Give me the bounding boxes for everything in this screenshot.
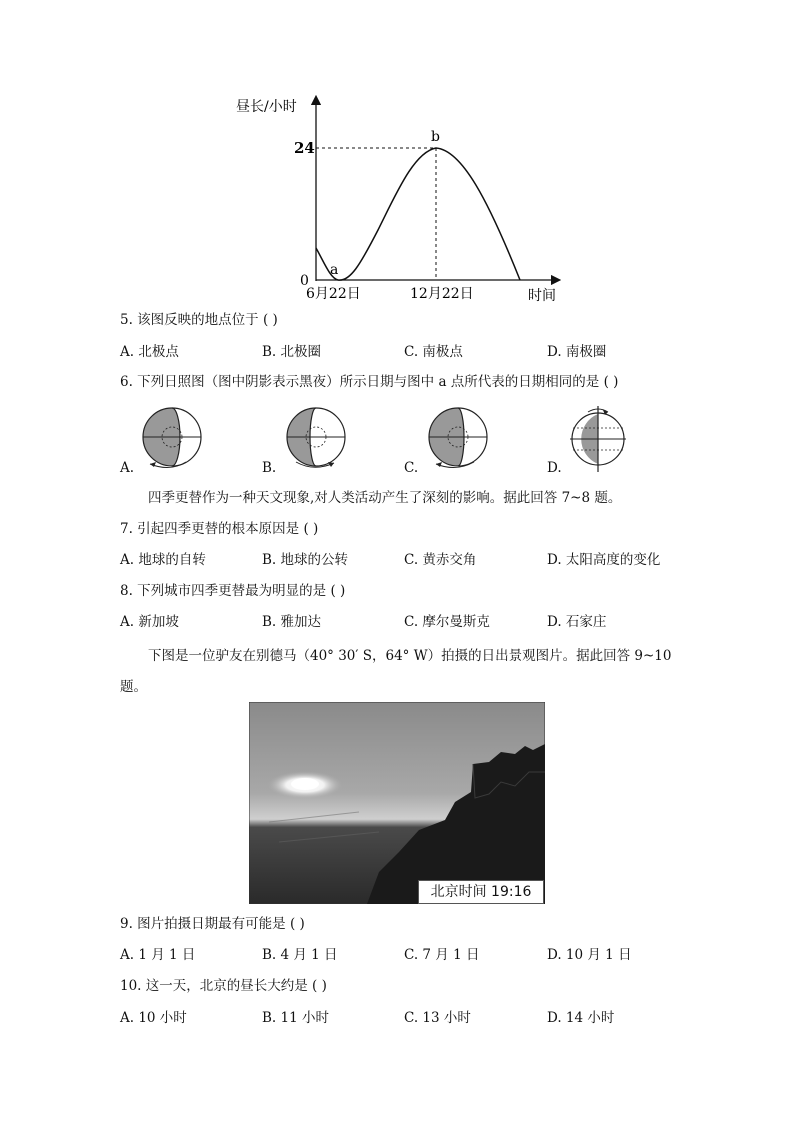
q9-stem: 9. 图片拍摄日期最有可能是 ( ) — [120, 916, 305, 932]
q8-option-a: A. 新加坡 — [120, 614, 179, 630]
q6-option-a: A. — [120, 460, 135, 476]
q10-option-b: B. 11 小时 — [262, 1010, 329, 1026]
q5-option-d: D. 南极圈 — [547, 344, 607, 360]
q6-option-c: C. — [404, 460, 419, 476]
q9-option-a: A. 1 月 1 日 — [120, 947, 196, 963]
q8-option-c: C. 摩尔曼斯克 — [404, 614, 490, 630]
intro-9-10-line2: 题。 — [120, 679, 147, 695]
q7-stem: 7. 引起四季更替的根本原因是 ( ) — [120, 521, 319, 537]
q5-option-b: B. 北极圈 — [262, 344, 322, 360]
q9-option-d: D. 10 月 1 日 — [547, 947, 632, 963]
sunrise-photo — [249, 702, 545, 904]
y-tick-24: 24 — [294, 139, 315, 157]
q10-option-d: D. 14 小时 — [547, 1010, 615, 1026]
x-tick-dec22: 12月22日 — [410, 286, 474, 302]
photo-caption: 北京时间 19:16 — [418, 880, 544, 904]
q10-option-a: A. 10 小时 — [120, 1010, 187, 1026]
q7-option-a: A. 地球的自转 — [120, 552, 206, 568]
q8-stem: 8. 下列城市四季更替最为明显的是 ( ) — [120, 583, 346, 599]
q9-option-b: B. 4 月 1 日 — [262, 947, 338, 963]
q6-option-b: B. — [262, 460, 277, 476]
sunlight-diagram-d — [570, 406, 626, 472]
q8-option-d: D. 石家庄 — [547, 614, 607, 630]
point-b-label: b — [431, 129, 440, 145]
sunlight-diagram-c — [429, 408, 487, 468]
q6-stem: 6. 下列日照图（图中阴影表示黑夜）所示日期与图中 a 点所代表的日期相同的是 ( ) — [120, 374, 619, 390]
y-axis-label: 昼长/小时 — [236, 99, 297, 115]
x-axis-label: 时间 — [528, 288, 556, 304]
daylength-chart — [0, 0, 794, 310]
sunlight-diagram-a — [143, 408, 201, 468]
daylength-curve — [316, 148, 520, 280]
sunlight-diagram-b — [287, 408, 345, 467]
point-a-label: a — [330, 262, 339, 278]
q5-option-a: A. 北极点 — [120, 344, 179, 360]
q6-option-d: D. — [547, 460, 562, 476]
intro-9-10-line1: 下图是一位驴友在别德马（40° 30′ S，64° W）拍摄的日出景观图片。据此回答 9~10 — [148, 648, 672, 664]
y-tick-0: 0 — [300, 273, 309, 289]
q7-option-b: B. 地球的公转 — [262, 552, 349, 568]
q7-option-d: D. 太阳高度的变化 — [547, 552, 661, 568]
q10-stem: 10. 这一天，北京的昼长大约是 ( ) — [120, 978, 327, 994]
q5-option-c: C. 南极点 — [404, 344, 463, 360]
x-tick-jun22: 6月22日 — [306, 286, 361, 302]
q8-option-b: B. 雅加达 — [262, 614, 322, 630]
q10-option-c: C. 13 小时 — [404, 1010, 471, 1026]
q7-option-c: C. 黄赤交角 — [404, 552, 477, 568]
q9-option-c: C. 7 月 1 日 — [404, 947, 480, 963]
q5-stem: 5. 该图反映的地点位于 ( ) — [120, 312, 278, 328]
intro-7-8: 四季更替作为一种天文现象,对人类活动产生了深刻的影响。据此回答 7~8 题。 — [148, 490, 622, 506]
